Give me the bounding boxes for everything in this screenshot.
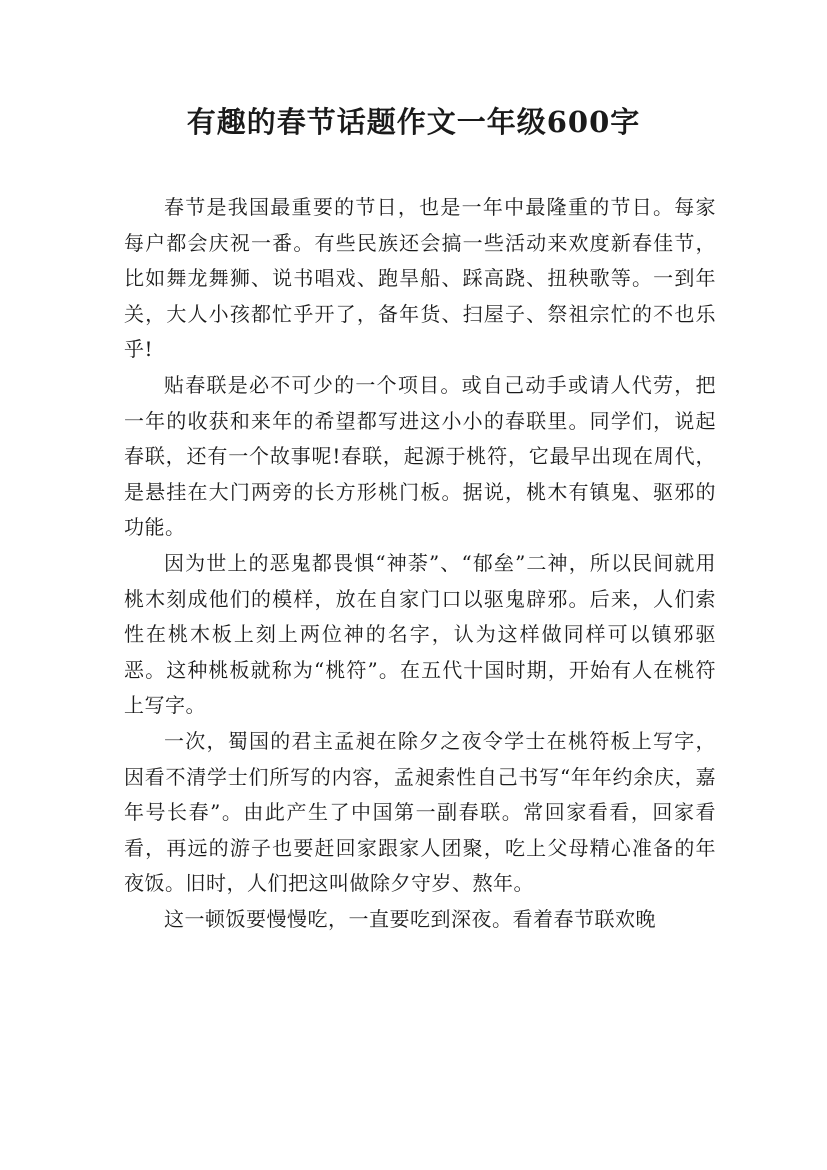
paragraph-2: 贴春联是必不可少的一个项目。或自己动手或请人代劳，把一年的收获和来年的希望都写进这小小的春联里。同学们，说起春联，还有一个故事呢!春联，起源于桃符，它最早出现在周代，是悬挂在大门两旁的长方形桃门板。据说，桃木有镇鬼、驱邪的功能。: [124, 372, 716, 540]
document-title: 有趣的春节话题作文一年级600字: [186, 105, 641, 139]
paragraph-4: 一次，蜀国的君主孟昶在除夕之夜令学士在桃符板上写字，因看不清学士们所写的内容，孟昶索性自己书写“年年约余庆，嘉年号长春”。由此产生了中国第一副春联。常回家看看，回家看看，再远的游子也要赶回家跟家人团聚，吃上父母精心准备的年夜饭。旧时，人们把这叫做除夕守岁、熬年。: [124, 728, 716, 896]
paragraph-1: 春节是我国最重要的节日，也是一年中最隆重的节日。每家每户都会庆祝一番。有些民族还会搞一些活动来欢度新春佳节，比如舞龙舞狮、说书唱戏、跑旱船、踩高跷、扭秧歌等。一到年关，大人小孩都忙乎开了，备年货、扫屋子、祭祖宗忙的不也乐乎!: [124, 195, 716, 362]
paragraph-3: 因为世上的恶鬼都畏惧“神荼”、“郁垒”二神，所以民间就用桃木刻成他们的模样，放在自家门口以驱鬼辟邪。后来，人们索性在桃木板上刻上两位神的名字，认为这样做同样可以镇邪驱恶。这种桃板就称为“桃符”。在五代十国时期，开始有人在桃符上写字。: [124, 550, 716, 718]
document-body: [124, 190, 716, 937]
paragraph-5: 这一顿饭要慢慢吃，一直要吃到深夜。看着春节联欢晚: [164, 906, 656, 931]
